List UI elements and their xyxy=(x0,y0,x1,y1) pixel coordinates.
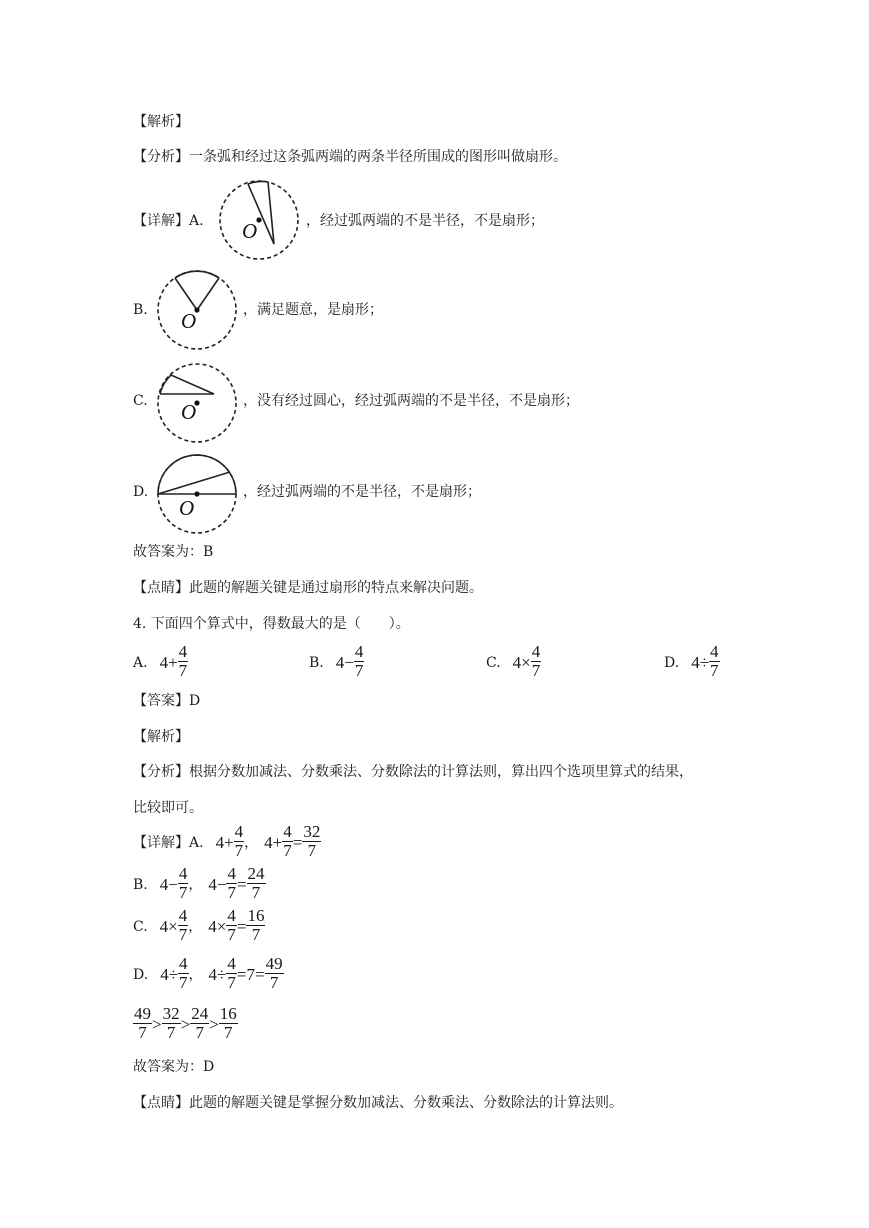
question-4: 4. 下面四个算式中，得数最大的是（ ）。 xyxy=(133,616,410,632)
detail-b-label: B. xyxy=(133,302,148,318)
comparison-line: $\frac{49}{7}$ > $\frac{32}{7}$ > $\frac{24}{7}$ > $\frac{16}{7}$ xyxy=(134,1004,237,1042)
fraction: $\frac{4}{7}$ xyxy=(354,642,364,680)
q4-option-label: A. xyxy=(133,654,148,671)
analysis-text-2-line2: 比较即可。 xyxy=(133,800,203,816)
detail-row-c: C. 4 × $\frac{4}{7}$ ， 4 × $\frac{4}{7}$ = $\frac{16}{7}$ xyxy=(133,906,265,944)
key-point-1: 【点睛】此题的解题关键是通过扇形的特点来解决问题。 xyxy=(133,580,483,596)
q4-option-label: C. xyxy=(486,654,501,671)
answer-line-1: 故答案为：B xyxy=(133,544,214,560)
circle-figure-b xyxy=(157,268,241,352)
center-label-d: O xyxy=(179,496,195,520)
analysis-heading-2: 【解析】 xyxy=(133,729,189,745)
analysis-heading-1: 【解析】 xyxy=(133,114,189,130)
option-b-text: ，满足题意，是扇形； xyxy=(243,302,383,318)
q4-option-d: D. 4 ÷ $\frac{4}{7}$ xyxy=(664,642,719,680)
q4-option-label: B. xyxy=(309,654,324,671)
fraction: $\frac{4}{7}$ xyxy=(710,642,719,680)
detail-row-a: 【详解】 A. 4 + $\frac{4}{7}$ ， 4 + $\frac{4}{7}$ = $\frac{32}{7}$ xyxy=(133,822,321,860)
center-label-c: O xyxy=(181,400,197,424)
center-label-a: O xyxy=(242,219,258,243)
option-a-text: ，经过弧两端的不是半径，不是扇形； xyxy=(306,213,544,229)
answer-line-2: 故答案为：D xyxy=(133,1059,215,1075)
option-c-text: ，没有经过圆心，经过弧两端的不是半径，不是扇形； xyxy=(243,393,579,409)
detail-a-label: 【详解】A. xyxy=(133,213,204,229)
detail-row-b: B. 4 − $\frac{4}{7}$ ， 4 − $\frac{4}{7}$ = $\frac{24}{7}$ xyxy=(133,864,265,902)
detail-row-d: D. 4 ÷ $\frac{4}{7}$ ， 4 ÷ $\frac{4}{7}$ = 7 = $\frac{49}{7}$ xyxy=(133,954,283,992)
circle-figure-d xyxy=(157,452,241,536)
answer-tag-2: 【答案】D xyxy=(133,693,201,709)
center-label-b: O xyxy=(181,309,197,333)
circle-figure-a xyxy=(218,178,302,262)
key-point-2: 【点睛】此题的解题关键是掌握分数加减法、分数乘法、分数除法的计算法则。 xyxy=(133,1095,623,1111)
analysis-text-2-line1: 【分析】根据分数加减法、分数乘法、分数除法的计算法则，算出四个选项里算式的结果， xyxy=(133,764,693,780)
fraction: $\frac{4}{7}$ xyxy=(531,642,541,680)
detail-d-label: D. xyxy=(133,484,149,500)
analysis-text-1: 【分析】一条弧和经过这条弧两端的两条半径所围成的图形叫做扇形。 xyxy=(133,149,567,165)
option-d-text: ，经过弧两端的不是半径，不是扇形； xyxy=(243,484,481,500)
fraction: $\frac{4}{7}$ xyxy=(178,642,188,680)
q4-option-a: A. 4 + $\frac{4}{7}$ xyxy=(133,642,188,680)
q4-option-c: C. 4 × $\frac{4}{7}$ xyxy=(486,642,541,680)
circle-figure-c xyxy=(157,361,241,445)
q4-option-b: B. 4 − $\frac{4}{7}$ xyxy=(309,642,364,680)
q4-option-label: D. xyxy=(664,654,680,671)
detail-c-label: C. xyxy=(133,393,148,409)
